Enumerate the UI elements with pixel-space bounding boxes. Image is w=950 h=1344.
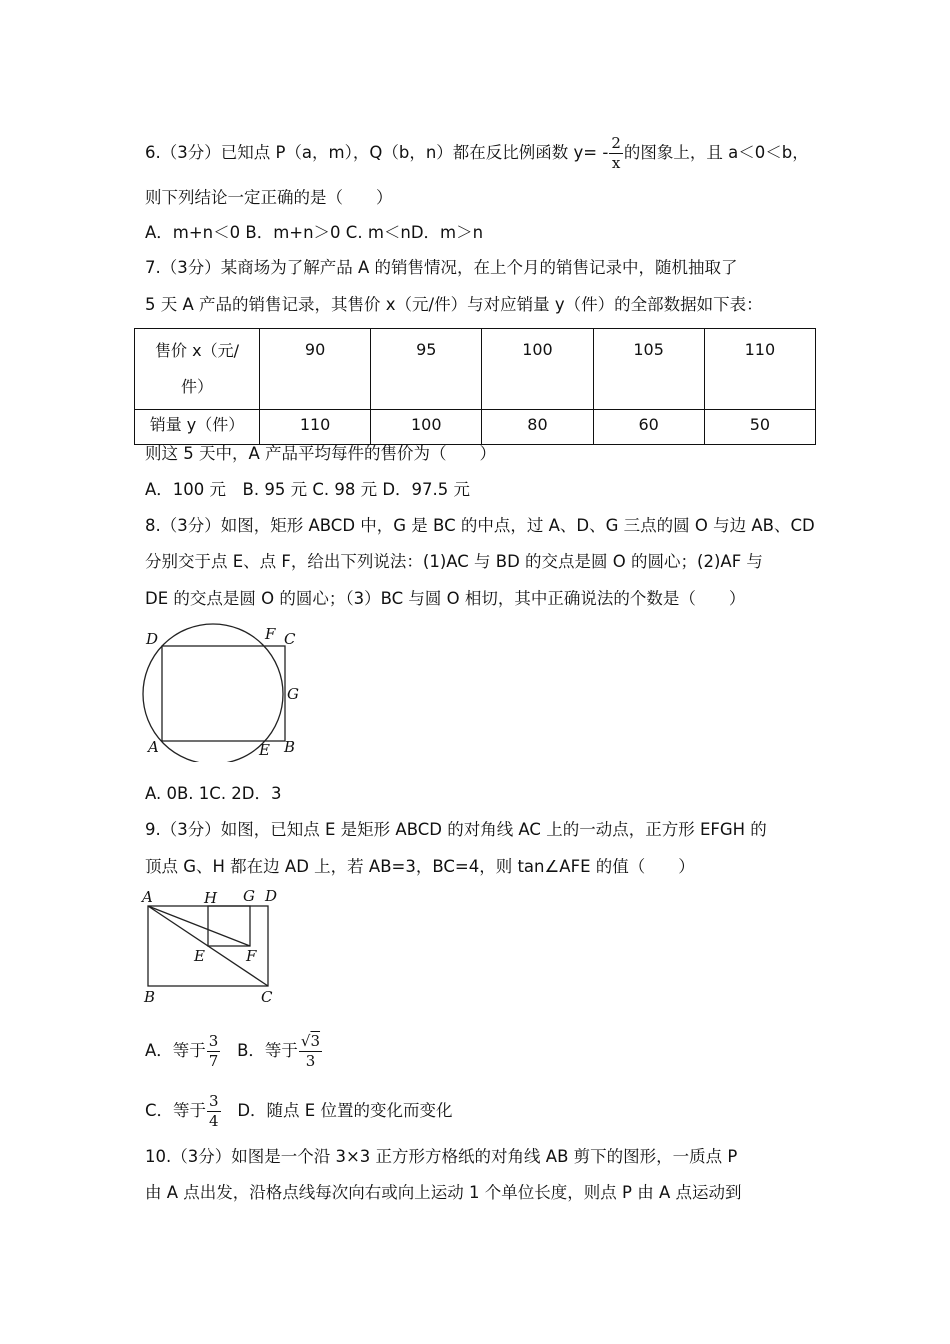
label-e: E xyxy=(194,947,205,965)
q9-opt-c-fraction xyxy=(207,1094,221,1129)
q9-opt-c-text: C．等于 xyxy=(145,1101,207,1120)
table-row-header xyxy=(135,329,260,410)
label-a: A xyxy=(142,888,153,906)
header-text-line2: 件） xyxy=(180,377,213,396)
table-cell: 80 xyxy=(482,410,593,445)
frac-den: 3 xyxy=(305,1052,316,1070)
label-d: D xyxy=(146,630,159,648)
label-e: E xyxy=(259,741,270,759)
q6-line1 xyxy=(145,136,809,171)
q9-options-cd xyxy=(145,1093,452,1129)
frac-num-sqrt xyxy=(299,1034,322,1052)
q7-line2: 5 天 A 产品的销售记录，其售价 x（元/件）与对应销量 y（件）的全部数据如下表： xyxy=(145,295,763,314)
q6-frac-num: 2 xyxy=(611,134,621,152)
q9-opt-d-text: D．随点 E 位置的变化而变化 xyxy=(237,1101,453,1120)
table-cell: 100 xyxy=(371,410,482,445)
label-a: A xyxy=(148,738,159,756)
q9-opt-b-fraction xyxy=(299,1034,322,1069)
q7-line1: 7.（3分）某商场为了解产品 A 的销售情况，在上个月的销售记录中，随机抽取了 xyxy=(145,258,738,277)
q9-opt-b-text: B．等于 xyxy=(237,1041,298,1060)
label-f: F xyxy=(246,947,257,965)
label-b: B xyxy=(284,738,296,756)
q10-line2: 由 A 点出发，沿格点线每次向右或向上运动 1 个单位长度，则点 P 由 A 点运动到 xyxy=(145,1183,742,1202)
table-cell: 60 xyxy=(593,410,704,445)
q7-line3: 则这 5 天中，A 产品平均每件的售价为（ ） xyxy=(145,444,497,463)
table-cell: 95 xyxy=(371,329,482,410)
q10-line1: 10.（3分）如图是一个沿 3×3 正方形方格纸的对角线 AB 剪下的图形，一质点 P xyxy=(145,1147,738,1166)
q7-data-table xyxy=(134,328,816,445)
label-f: F xyxy=(265,625,276,643)
frac-num: 3 xyxy=(208,1032,219,1050)
q8-line2: 分别交于点 E、点 F，给出下列说法：(1)AC 与 BD 的交点是圆 O 的圆心；(2)AF 与 xyxy=(145,552,763,571)
q9-line1: 9.（3分）如图，已知点 E 是矩形 ABCD 的对角线 AC 上的一动点，正方形 EFGH 的 xyxy=(145,820,767,839)
frac-den: 7 xyxy=(208,1052,219,1070)
q6-text-pre: 6.（3分）已知点 P（a，m），Q（b，n）都在反比例函数 y= - xyxy=(145,143,609,162)
q9-options-ab xyxy=(145,1033,323,1069)
q6-options: A．m+n＜0 B．m+n＞0 C. m＜nD．m＞n xyxy=(145,223,484,242)
table-row xyxy=(135,329,816,410)
square-efgh xyxy=(208,906,250,946)
rectangle-abcd xyxy=(162,646,285,741)
q8-options: A. 0B. 1C. 2D．3 xyxy=(145,784,282,803)
table-row-header: 销量 y（件） xyxy=(135,410,260,445)
label-h: H xyxy=(204,889,218,907)
q8-line3: DE 的交点是圆 O 的圆心；（3）BC 与圆 O 相切，其中正确说法的个数是（ ） xyxy=(145,589,746,608)
q9-line2: 顶点 G、H 都在边 AD 上，若 AB=3，BC=4，则 tan∠AFE 的值（ ） xyxy=(145,857,695,876)
label-c: C xyxy=(261,988,273,1006)
q8-circle-rectangle-figure xyxy=(138,622,308,762)
table-cell: 105 xyxy=(593,329,704,410)
q6-frac-den: x xyxy=(611,154,621,172)
label-b: B xyxy=(144,988,156,1006)
q6-line2: 则下列结论一定正确的是（ ） xyxy=(145,188,393,207)
q9-opt-a-text: A．等于 xyxy=(145,1041,206,1060)
table-cell: 50 xyxy=(704,410,815,445)
table-cell: 100 xyxy=(482,329,593,410)
sqrt-icon: √ xyxy=(300,1032,311,1050)
label-d: D xyxy=(265,887,278,905)
table-cell: 90 xyxy=(260,329,371,410)
table-cell: 110 xyxy=(260,410,371,445)
label-c: C xyxy=(284,630,296,648)
label-g: G xyxy=(243,887,255,905)
q8-line1: 8.（3分）如图，矩形 ABCD 中，G 是 BC 的中点，过 A、D、G 三点的圆 O 与边 AB、CD xyxy=(145,516,815,535)
frac-num: 3 xyxy=(209,1092,219,1110)
table-cell: 110 xyxy=(704,329,815,410)
q9-opt-a-fraction xyxy=(207,1034,221,1069)
q6-fraction xyxy=(609,136,623,171)
sqrt-radicand: 3 xyxy=(310,1032,321,1050)
q6-text-post: 的图象上，且 a＜0＜b， xyxy=(623,143,809,162)
label-g: G xyxy=(287,685,299,703)
q7-options: A．100 元 B. 95 元 C. 98 元 D．97.5 元 xyxy=(145,480,471,499)
header-text-line1: 售价 x（元/ xyxy=(155,341,239,360)
table-row xyxy=(135,410,816,445)
frac-den: 4 xyxy=(209,1112,219,1130)
q9-rectangle-square-figure xyxy=(138,886,288,1008)
